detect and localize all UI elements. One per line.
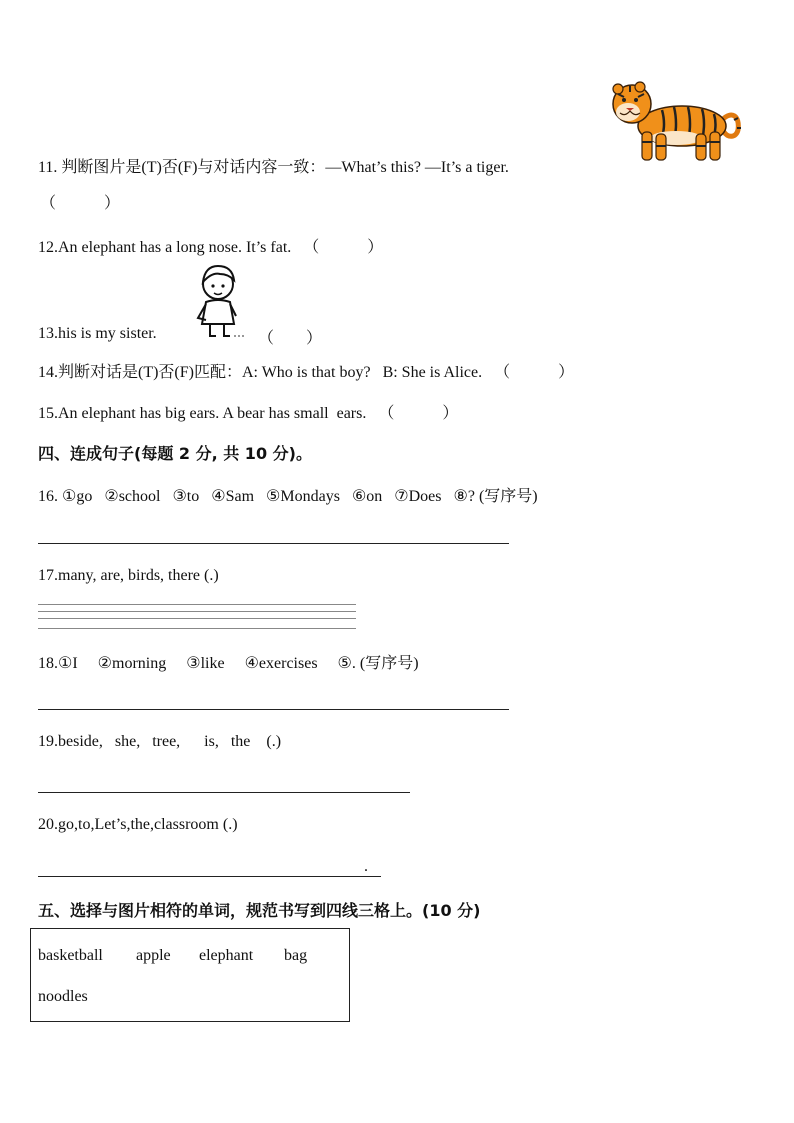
answer-line[interactable]: [38, 709, 509, 710]
answer-period: .: [364, 858, 368, 875]
answer-paren: （ ）: [494, 364, 575, 381]
question-12: [38, 234, 383, 257]
answer-paren: （ ）: [378, 405, 459, 422]
question-13-text: 13.his is my sister.: [38, 325, 157, 342]
answer-paren: （ ）: [258, 330, 323, 347]
question-13: [38, 325, 157, 343]
question-20: 20.go,to,Let’s,the,classroom (.): [38, 816, 238, 833]
question-19: 19.beside, she, tree, is, the (.): [38, 733, 282, 750]
answer-line[interactable]: [38, 876, 381, 877]
word-elephant: elephant: [199, 947, 254, 964]
question-16: 16. ①go ②school ③to ④Sam ⑤Mondays ⑥on ⑦Does ⑧? (写序号): [38, 488, 538, 505]
question-17: 17.many, are, birds, there (.): [38, 567, 219, 584]
word-bag: bag: [284, 947, 308, 964]
word-bank-box: [30, 928, 350, 1022]
word-basketball: basketball: [38, 947, 103, 964]
question-15: [38, 400, 458, 423]
section-5-title: 五、选择与图片相符的单词，规范书写到四线三格上。(10 分): [38, 901, 481, 920]
question-11-answer: [40, 190, 120, 213]
boy-illustration-icon: [190, 262, 248, 340]
question-11: [38, 154, 509, 177]
question-13-answer: [258, 325, 322, 348]
word-noodles: noodles: [38, 988, 88, 1005]
question-18: 18.①I ②morning ③like ④exercises ⑤. (写序号): [38, 655, 419, 672]
answer-line[interactable]: [38, 543, 509, 544]
tiger-illustration-icon: [604, 80, 746, 166]
question-11-text: 11. 判断图片是(T)否(F)与对话内容一致：—What’s this? —It’s a tiger.: [38, 159, 509, 176]
question-14: [38, 359, 574, 382]
answer-line[interactable]: [38, 792, 410, 793]
question-14-text: 14.判断对话是(T)否(F)匹配：A: Who is that boy? B: She is Alice.: [38, 364, 483, 381]
answer-paren: （ ）: [40, 195, 121, 212]
word-apple: apple: [136, 947, 171, 964]
section-4-title: 四、连成句子(每题 2 分, 共 10 分)。: [38, 444, 312, 463]
question-12-text: 12.An elephant has a long nose. It’s fat.: [38, 239, 292, 256]
answer-paren: （ ）: [303, 239, 384, 256]
question-15-text: 15.An elephant has big ears. A bear has small ears.: [38, 405, 367, 422]
